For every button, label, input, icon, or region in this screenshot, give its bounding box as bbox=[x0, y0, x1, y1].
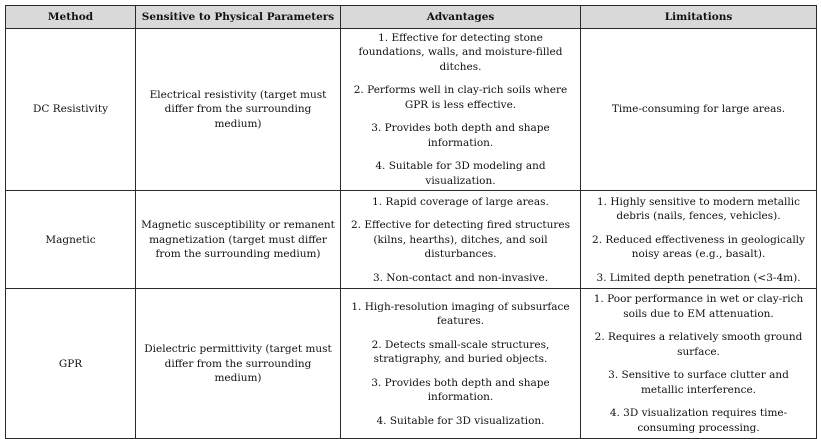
advantage-item: 2. Effective for detecting fired structures (kilns, hearths), ditches, and soil disturbances. bbox=[350, 219, 571, 261]
advantage-item: 2. Performs well in clay-rich soils where GPR is less effective. bbox=[353, 84, 568, 111]
advantage-item: 2. Detects small-scale structures, stratigraphy, and buried objects. bbox=[371, 338, 550, 366]
header-method: Method bbox=[6, 6, 136, 29]
table-header bbox=[6, 6, 817, 29]
advantage-item: 1. Effective for detecting stone foundations, walls, and moisture-filled ditches. bbox=[358, 32, 563, 73]
limitation-item: 4. 3D visualization requires time-consuming processing. bbox=[609, 407, 788, 434]
header-row bbox=[6, 6, 817, 29]
advantage-item: 3. Non-contact and non-invasive. bbox=[372, 271, 549, 284]
advantage-item: 1. High-resolution imaging of subsurface features. bbox=[351, 300, 570, 328]
method-cell: Magnetic bbox=[6, 191, 136, 289]
limitation-item: 2. Reduced effectiveness in geologically noisy areas (e.g., basalt). bbox=[592, 233, 805, 261]
method-cell: DC Resistivity bbox=[6, 29, 136, 191]
limitations-cell bbox=[581, 289, 817, 439]
table-row bbox=[6, 289, 817, 439]
limitation-item: 1. Poor performance in wet or clay-rich soils due to EM attenuation. bbox=[593, 293, 804, 320]
limitations-cell bbox=[581, 191, 817, 289]
header-sensitive: Sensitive to Physical Parameters bbox=[136, 6, 341, 29]
limitations-cell bbox=[581, 29, 817, 191]
table-row bbox=[6, 29, 817, 191]
advantages-cell bbox=[341, 191, 581, 289]
sensitive-cell: Magnetic susceptibility or remanent magnetization (target must differ from the surrounding medium) bbox=[136, 191, 341, 289]
limitation-item: 1. Highly sensitive to modern metallic debris (nails, fences, vehicles). bbox=[597, 195, 800, 223]
advantages-cell bbox=[341, 29, 581, 191]
advantage-item: 4. Suitable for 3D modeling and visualization. bbox=[375, 160, 546, 187]
header-advantages: Advantages bbox=[341, 6, 581, 29]
limitation-item: 3. Limited depth penetration (<3-4m). bbox=[596, 271, 801, 284]
limitation-item: Time-consuming for large areas. bbox=[611, 103, 786, 116]
limitation-item: 3. Sensitive to surface clutter and metallic interference. bbox=[608, 369, 789, 396]
advantages-cell bbox=[341, 289, 581, 439]
method-cell: GPR bbox=[6, 289, 136, 439]
table-row bbox=[6, 191, 817, 289]
advantage-item: 3. Provides both depth and shape information. bbox=[371, 376, 550, 404]
limitation-item: 2. Requires a relatively smooth ground surface. bbox=[594, 331, 803, 358]
advantage-item: 1. Rapid coverage of large areas. bbox=[372, 195, 549, 208]
sensitive-cell: Electrical resistivity (target must differ from the surrounding medium) bbox=[136, 29, 341, 191]
advantage-item: 4. Suitable for 3D visualization. bbox=[376, 414, 545, 427]
header-limitations: Limitations bbox=[581, 6, 817, 29]
methods-comparison-table bbox=[5, 5, 817, 439]
sensitive-cell: Dielectric permittivity (target must differ from the surrounding medium) bbox=[136, 289, 341, 439]
advantage-item: 3. Provides both depth and shape information. bbox=[371, 122, 550, 149]
